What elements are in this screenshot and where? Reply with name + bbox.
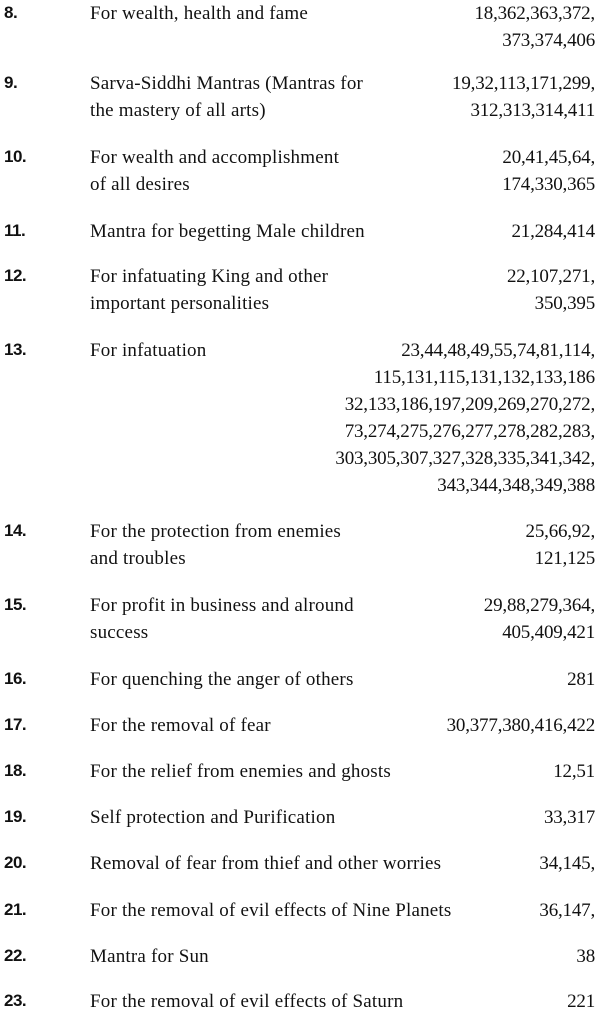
page-numbers-line: 30,377,380,416,422	[446, 715, 595, 736]
entry-page-numbers	[544, 804, 595, 831]
entry-page-numbers	[553, 758, 595, 785]
description-line: Mantra for Sun	[90, 946, 209, 967]
entry-page-numbers	[484, 592, 595, 646]
page-numbers-line: 343,344,348,349,388	[437, 475, 595, 496]
entry-description	[90, 804, 335, 831]
entry-number: 20.	[4, 853, 27, 872]
page-numbers-line: 312,313,314,411	[470, 100, 595, 121]
page-numbers-line: 73,274,275,276,277,278,282,283,	[344, 421, 595, 442]
entry-page-numbers	[576, 943, 595, 970]
entry-description	[90, 943, 209, 970]
entry-description	[90, 0, 308, 27]
page-numbers-line: 23,44,48,49,55,74,81,114,	[401, 340, 595, 361]
entry-description	[90, 337, 206, 364]
entry-description	[90, 988, 403, 1015]
page-numbers-line: 174,330,365	[502, 174, 595, 195]
description-line: success	[90, 622, 149, 643]
entry-description	[90, 518, 341, 572]
entry-number: 16.	[4, 669, 27, 688]
description-line: For the removal of evil effects of Saturn	[90, 991, 404, 1012]
page-numbers-line: 20,41,45,64,	[502, 147, 595, 168]
description-line: For the protection from enemies	[90, 521, 342, 542]
page-numbers-line: 21,284,414	[511, 221, 595, 242]
description-line: Sarva-Siddhi Mantras (Mantras for	[90, 73, 364, 94]
entry-description	[90, 70, 363, 124]
entry-description	[90, 758, 391, 785]
page-numbers-line: 121,125	[534, 548, 595, 569]
entry-number: 12.	[4, 266, 27, 285]
page-numbers-line: 29,88,279,364,	[483, 595, 595, 616]
entry-number: 17.	[4, 715, 27, 734]
entry-number: 8.	[4, 3, 18, 22]
page-numbers-line: 32,133,186,197,209,269,270,272,	[344, 394, 595, 415]
description-line: Removal of fear from thief and other worries	[90, 853, 442, 874]
entry-page-numbers	[567, 988, 595, 1015]
page-numbers-line: 405,409,421	[502, 622, 595, 643]
page-numbers-line: 22,107,271,	[506, 266, 595, 287]
entry-description	[90, 666, 354, 693]
entry-number: 23.	[4, 991, 27, 1010]
page-numbers-line: 281	[567, 669, 595, 690]
entry-page-numbers	[474, 0, 595, 54]
description-line: Self protection and Purification	[90, 807, 336, 828]
page-numbers-line: 303,305,307,327,328,335,341,342,	[335, 448, 595, 469]
entry-number: 18.	[4, 761, 27, 780]
description-line: For the removal of evil effects of Nine Planets	[90, 900, 452, 921]
entry-page-numbers	[335, 337, 595, 499]
entry-page-numbers	[567, 666, 595, 693]
entry-page-numbers	[511, 218, 595, 245]
entry-number: 19.	[4, 807, 27, 826]
page-numbers-line: 221	[567, 991, 595, 1012]
page-numbers-line: 38	[576, 946, 595, 967]
entry-number: 14.	[4, 521, 27, 540]
page-numbers-line: 25,66,92,	[525, 521, 595, 542]
page-numbers-line: 115,131,115,131,132,133,186	[373, 367, 595, 388]
entry-number: 21.	[4, 900, 27, 919]
entry-description	[90, 897, 452, 924]
description-line: of all desires	[90, 174, 190, 195]
description-line: the mastery of all arts)	[90, 100, 266, 121]
page-numbers-line: 36,147,	[539, 900, 595, 921]
entry-number: 9.	[4, 73, 18, 92]
entry-description	[90, 263, 328, 317]
page-numbers-line: 18,362,363,372,	[474, 3, 595, 24]
entry-description	[90, 850, 441, 877]
description-line: For the relief from enemies and ghosts	[90, 761, 391, 782]
entry-description	[90, 712, 271, 739]
page-numbers-line: 19,32,113,171,299,	[452, 73, 595, 94]
entry-number: 11.	[4, 221, 26, 240]
description-line: important personalities	[90, 293, 270, 314]
page-numbers-line: 350,395	[534, 293, 595, 314]
entry-description	[90, 592, 354, 646]
entry-description	[90, 144, 339, 198]
description-line: For profit in business and alround	[90, 595, 354, 616]
entry-page-numbers	[447, 712, 595, 739]
entry-description	[90, 218, 365, 245]
entry-number: 10.	[4, 147, 27, 166]
description-line: For the removal of fear	[90, 715, 271, 736]
page-numbers-line: 12,51	[553, 761, 595, 782]
description-line: and troubles	[90, 548, 186, 569]
entry-page-numbers	[539, 850, 595, 877]
description-line: For quenching the anger of others	[90, 669, 354, 690]
description-line: For infatuating King and other	[90, 266, 329, 287]
entry-number: 15.	[4, 595, 27, 614]
entry-page-numbers	[507, 263, 595, 317]
entry-number: 22.	[4, 946, 27, 965]
entry-page-numbers	[452, 70, 595, 124]
page-numbers-line: 373,374,406	[502, 30, 595, 51]
description-line: For infatuation	[90, 340, 207, 361]
entry-page-numbers	[526, 518, 595, 572]
description-line: Mantra for begetting Male children	[90, 221, 365, 242]
page-numbers-line: 34,145,	[539, 853, 595, 874]
description-line: For wealth and accomplishment	[90, 147, 340, 168]
entry-number: 13.	[4, 340, 27, 359]
page-numbers-line: 33,317	[543, 807, 595, 828]
entry-page-numbers	[502, 144, 595, 198]
entry-page-numbers	[539, 897, 595, 924]
description-line: For wealth, health and fame	[90, 3, 309, 24]
